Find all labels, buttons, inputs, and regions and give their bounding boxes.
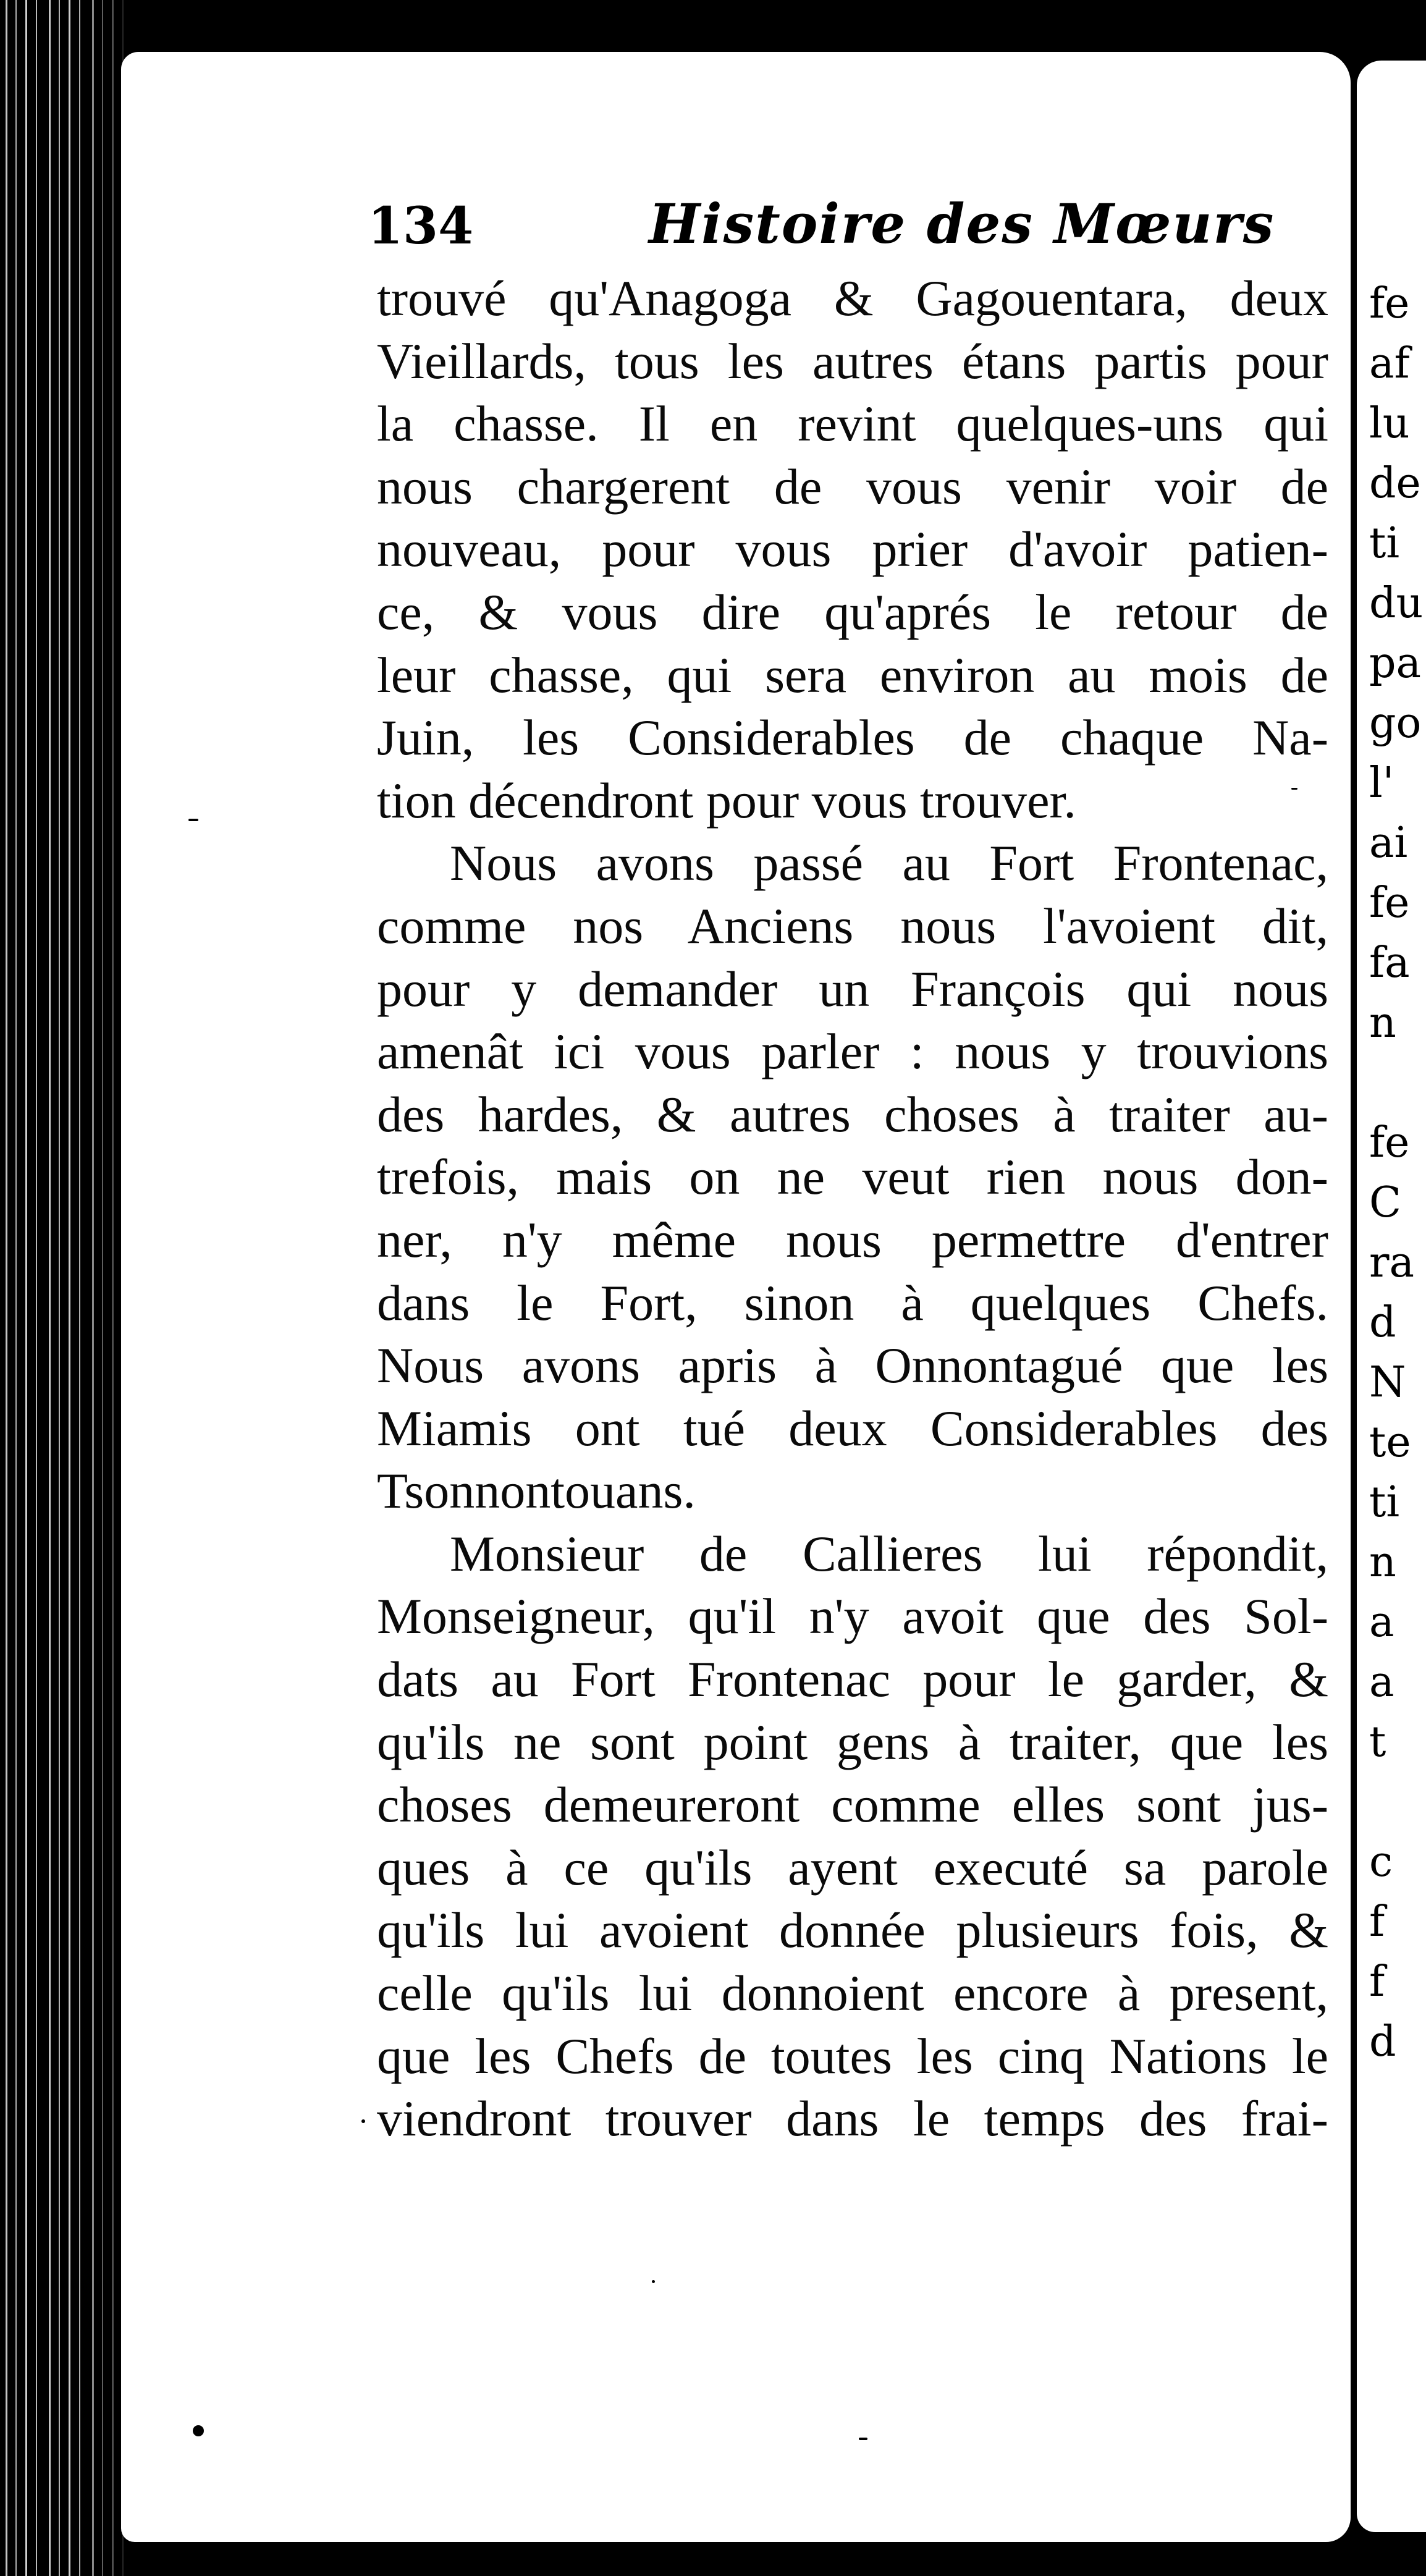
text-line: dans le Fort, sinon à quelques Chefs. bbox=[377, 1274, 1328, 1331]
text-line: tion décendront pour vous trouver. bbox=[377, 772, 1076, 829]
text-line: dats au Fort Frontenac pour le garder, & bbox=[377, 1651, 1328, 1708]
text-line: Miamis ont tué deux Considerables des bbox=[377, 1400, 1328, 1456]
text-line: Monseigneur, qu'il n'y avoit que des Sol- bbox=[377, 1588, 1328, 1645]
running-head bbox=[368, 192, 1319, 264]
text-line: qu'ils ne sont point gens à traiter, que les bbox=[377, 1713, 1328, 1770]
text-line: nous chargerent de vous venir voir de bbox=[377, 458, 1328, 515]
text-line: Juin, les Considerables de chaque Na- bbox=[377, 709, 1328, 766]
ink-speck bbox=[193, 2425, 204, 2436]
ink-speck bbox=[188, 819, 198, 821]
text-line: nouveau, pour vous prier d'avoir patien- bbox=[377, 521, 1328, 578]
text-line: ques à ce qu'ils ayent executé sa parole bbox=[377, 1839, 1328, 1896]
ink-speck bbox=[361, 2119, 365, 2123]
text-line: celle qu'ils lui donnoient encore à present, bbox=[377, 1965, 1328, 2022]
ink-speck bbox=[859, 2438, 867, 2440]
text-line: Vieillards, tous les autres étans partis pour bbox=[377, 332, 1328, 389]
text-line: amenât ici vous parler : nous y trouvions bbox=[377, 1023, 1328, 1080]
text-line: trefois, mais on ne veut rien nous don- bbox=[377, 1149, 1328, 1206]
text-line: Tsonnontouans. bbox=[377, 1463, 696, 1519]
text-line: choses demeureront comme elles sont jus- bbox=[377, 1776, 1328, 1833]
body-text bbox=[377, 267, 1328, 2150]
text-line: trouvé qu'Anagoga & Gagouentara, deux bbox=[377, 270, 1328, 326]
ink-speck bbox=[652, 2280, 655, 2283]
page-number: 134 bbox=[368, 196, 474, 256]
text-line: ce, & vous dire qu'aprés le retour de bbox=[377, 583, 1328, 640]
text-line: ner, n'y même nous permettre d'entrer bbox=[377, 1211, 1328, 1268]
facing-page-strip bbox=[1357, 61, 1426, 2532]
text-line: pour y demander un François qui nous bbox=[377, 960, 1328, 1017]
facing-page-fragments: fe af lu de ti du pa go l' ai fe fa n fe C ra d N te ti n a a t c f f d bbox=[1369, 279, 1424, 2066]
text-line: comme nos Anciens nous l'avoient dit, bbox=[377, 897, 1328, 954]
ink-speck bbox=[1291, 788, 1297, 790]
text-line: viendront trouver dans le temps des frai- bbox=[377, 2090, 1328, 2147]
text-line: Nous avons passé au Fort Frontenac, bbox=[450, 835, 1328, 892]
running-title: Histoire des Mœurs bbox=[649, 192, 1275, 256]
text-line: des hardes, & autres choses à traiter au- bbox=[377, 1086, 1328, 1142]
text-line: la chasse. Il en revint quelques-uns qui bbox=[377, 395, 1328, 452]
text-line: leur chasse, qui sera environ au mois de bbox=[377, 646, 1328, 703]
text-line: Monsieur de Callieres lui répondit, bbox=[450, 1525, 1328, 1582]
text-line: qu'ils lui avoient donnée plusieurs fois, & bbox=[377, 1902, 1328, 1959]
text-line: que les Chefs de toutes les cinq Nations le bbox=[377, 2027, 1328, 2084]
text-line: Nous avons apris à Onnontagué que les bbox=[377, 1337, 1328, 1394]
